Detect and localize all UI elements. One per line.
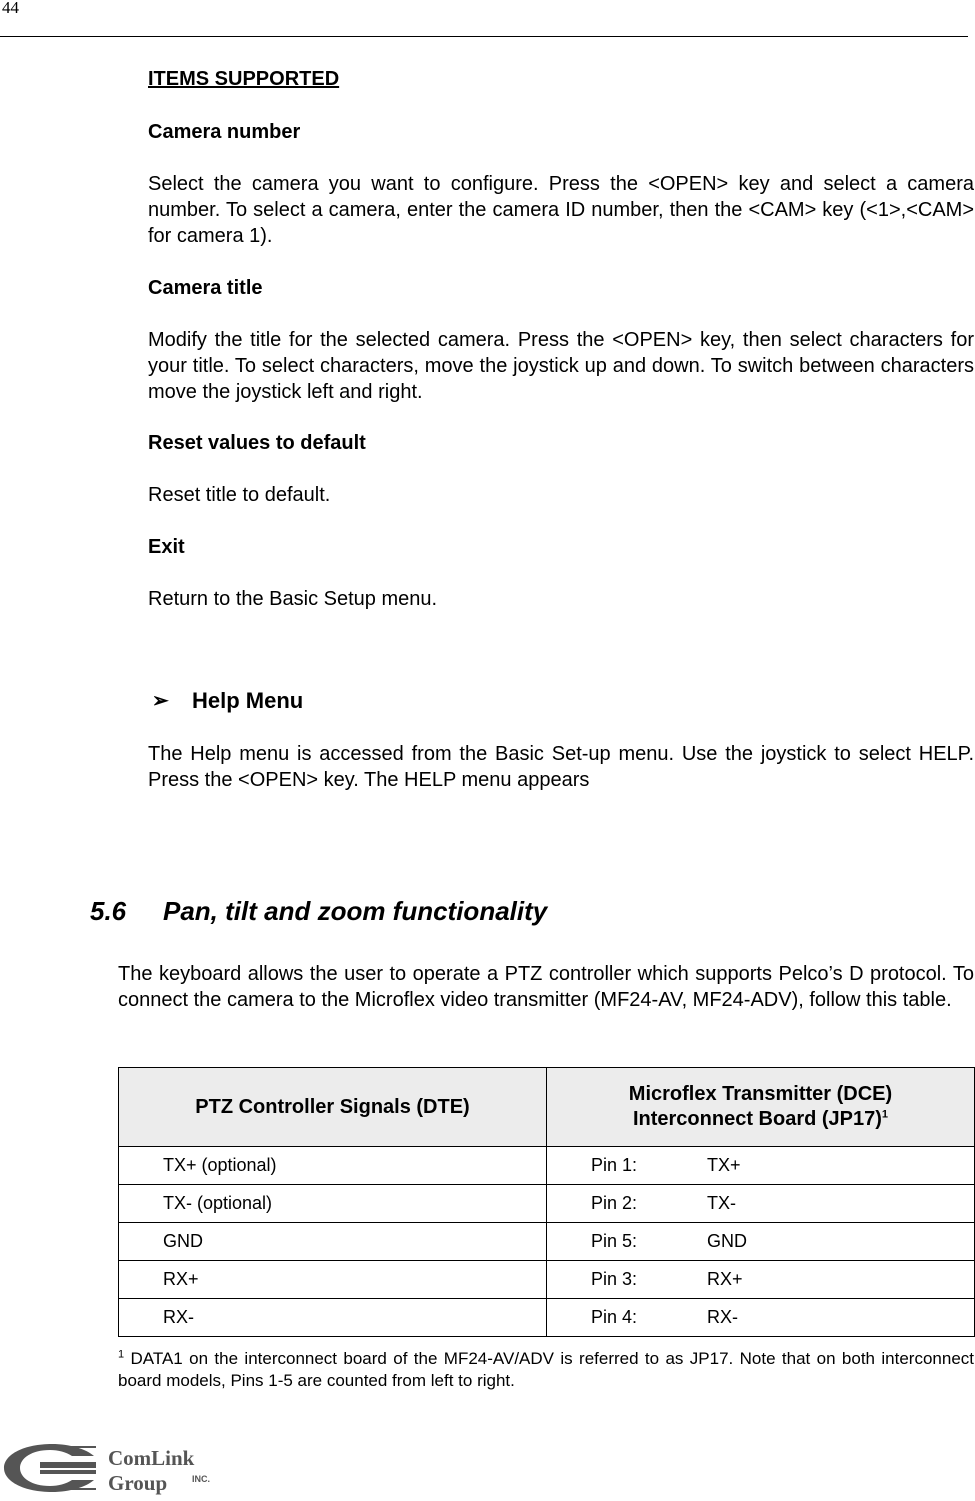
header-rule	[0, 36, 968, 37]
footnote	[118, 1348, 974, 1392]
item-heading-reset: Reset values to default	[148, 432, 366, 454]
pin-label: Pin 5:	[591, 1231, 638, 1251]
section-intro: The keyboard allows the user to operate a PTZ controller which supports Pelco’s D protocol. To connect the camera to the Microflex video transmitter (MF24-AV, MF24-ADV), follow this table.	[118, 963, 974, 1011]
pin-label: Pin 4:	[591, 1307, 638, 1327]
item-text-exit: Return to the Basic Setup menu.	[148, 588, 438, 610]
item-heading-exit: Exit	[148, 536, 185, 558]
table-row	[119, 1185, 975, 1223]
pin-label: Pin 3:	[591, 1269, 638, 1289]
pin-value: GND	[707, 1231, 747, 1251]
pin-cell	[547, 1261, 975, 1299]
footnote-ref: 1	[881, 1108, 889, 1121]
table-header-right	[547, 1068, 975, 1147]
signal-table	[118, 1067, 975, 1337]
signal-cell: GND	[119, 1223, 547, 1261]
table-row	[119, 1299, 975, 1337]
logo-suffix: INC.	[192, 1474, 210, 1484]
page-number: 44	[2, 0, 19, 17]
pin-cell	[547, 1299, 975, 1337]
signal-cell: RX+	[119, 1261, 547, 1299]
pin-value: RX-	[707, 1307, 738, 1327]
item-text-camera-number: Select the camera you want to configure. Press the <OPEN> key and select a camera number. To select a camera, enter the camera ID number, then the <CAM> key (<1>,<CAM> for camera 1).	[148, 173, 974, 247]
section-title: Pan, tilt and zoom functionality	[163, 896, 548, 926]
pin-value: TX+	[707, 1155, 741, 1175]
item-heading-camera-number: Camera number	[148, 121, 301, 143]
pin-value: RX+	[707, 1269, 743, 1289]
items-supported-title: ITEMS SUPPORTED	[148, 68, 340, 90]
footnote-mark: 1	[118, 1348, 125, 1361]
pin-cell	[547, 1223, 975, 1261]
item-text-reset: Reset title to default.	[148, 484, 331, 506]
signal-cell: TX+ (optional)	[119, 1147, 547, 1185]
table-header-left	[119, 1068, 547, 1147]
logo-mark-icon	[0, 1440, 230, 1496]
header-right-line2: Interconnect Board (JP17)	[632, 1108, 882, 1130]
header-right-line1: Microflex Transmitter (DCE)	[628, 1083, 893, 1105]
item-text-camera-title: Modify the title for the selected camera. Press the <OPEN> key, then select characters for your title. To select characters, move the joystick up and down. To switch between characters move the joystick left and right.	[148, 329, 974, 403]
table-header-row	[119, 1068, 975, 1147]
header-left-label: PTZ Controller Signals (DTE)	[195, 1095, 470, 1118]
pin-cell	[547, 1185, 975, 1223]
signal-cell: TX- (optional)	[119, 1185, 547, 1223]
logo-line1: ComLink	[108, 1446, 195, 1470]
logo-line2: Group	[108, 1471, 168, 1495]
pin-label: Pin 2:	[591, 1193, 638, 1213]
pin-cell	[547, 1147, 975, 1185]
signal-cell: RX-	[119, 1299, 547, 1337]
pin-label: Pin 1:	[591, 1155, 638, 1175]
arrow-bullet-icon: ➢	[152, 690, 169, 712]
footnote-text: DATA1 on the interconnect board of the MF24-AV/ADV is referred to as JP17. Note that on both interconnect board models, Pins 1-5 are counted from left to right.	[118, 1349, 974, 1390]
comlink-logo	[0, 1440, 230, 1496]
help-menu-text: The Help menu is accessed from the Basic Set-up menu. Use the joystick to select HELP. Press the <OPEN> key. The HELP menu appears	[148, 743, 974, 791]
item-heading-camera-title: Camera title	[148, 277, 263, 299]
help-menu-heading: Help Menu	[192, 688, 304, 713]
pin-value: TX-	[707, 1193, 736, 1213]
table-row	[119, 1223, 975, 1261]
section-number: 5.6	[90, 896, 127, 926]
table-row	[119, 1147, 975, 1185]
table-row	[119, 1261, 975, 1299]
